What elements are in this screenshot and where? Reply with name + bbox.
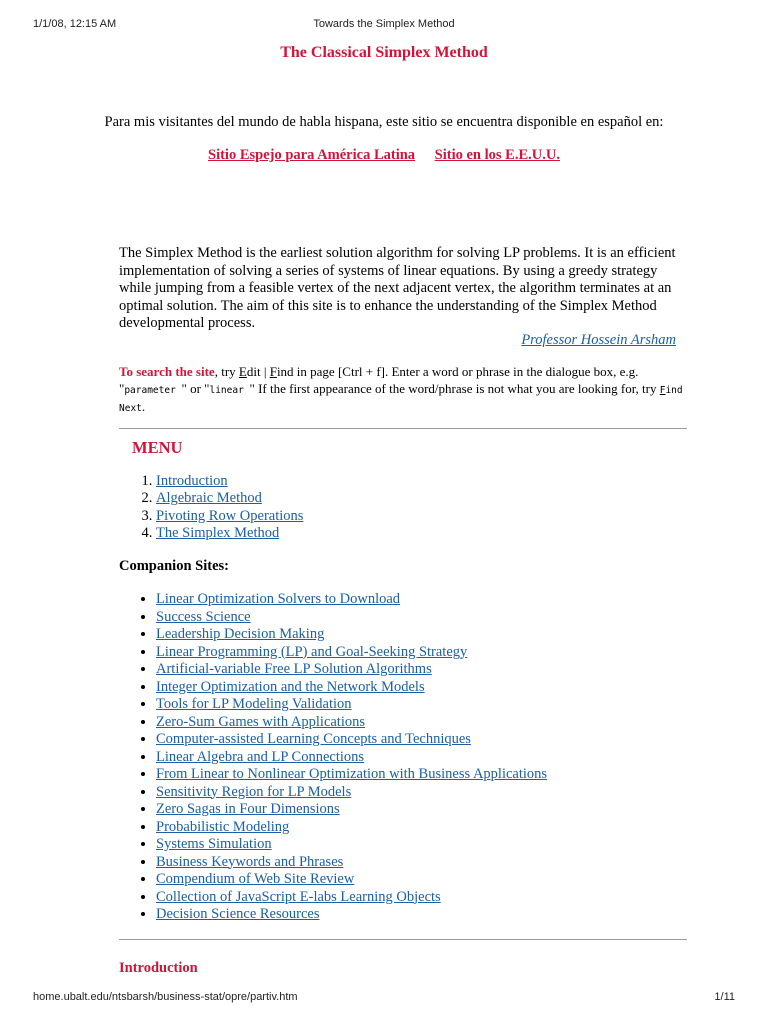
companion-link[interactable]: Probabilistic Modeling [156, 818, 290, 835]
companion-sites-list [119, 591, 716, 924]
menu-item [156, 508, 556, 525]
companion-link[interactable]: Collection of JavaScript E-labs Learning Objects [156, 888, 441, 905]
companion-link[interactable]: From Linear to Nonlinear Optimization with Business Applications [156, 766, 548, 782]
companion-link[interactable]: Zero-Sum Games with Applications [156, 713, 366, 730]
companion-link[interactable]: Linear Programming (LP) and Goal-Seeking Strategy [156, 643, 468, 660]
print-doc-title: Towards the Simplex Method [313, 18, 455, 30]
list-item [156, 731, 716, 749]
section-title-introduction: Introduction [119, 960, 198, 976]
find-next-text: ind Next [119, 384, 683, 414]
companion-link[interactable]: Success Science [156, 608, 251, 625]
list-item [156, 626, 716, 644]
author-byline [521, 332, 676, 349]
companion-link[interactable]: Zero Sagas in Four Dimensions [156, 801, 340, 817]
list-item [156, 644, 716, 662]
companion-link[interactable]: Leadership Decision Making [156, 626, 325, 642]
companion-link[interactable]: Computer-assisted Learning Concepts and Techniques [156, 731, 471, 747]
list-item [156, 889, 716, 907]
list-item [156, 591, 716, 609]
print-page-number: 1/11 [714, 991, 735, 1003]
menu-link-algebraic-method[interactable]: Algebraic Method [156, 490, 262, 507]
list-item [156, 871, 716, 889]
search-tip-text: dit [246, 364, 261, 379]
list-item [156, 661, 716, 679]
menu-link-introduction[interactable]: Introduction [156, 473, 228, 489]
list-item [156, 836, 716, 854]
search-tip-text: . [141, 399, 146, 414]
mirror-link-latin-america[interactable]: Sitio Espejo para América Latina [208, 147, 416, 163]
menu-item [156, 490, 556, 507]
search-tip-text: | [260, 364, 270, 379]
companion-link[interactable]: Linear Algebra and LP Connections [156, 748, 365, 765]
divider [119, 428, 687, 429]
author-link[interactable]: Professor Hossein Arsham [521, 332, 676, 348]
search-tip-text: " or " [181, 380, 210, 396]
list-item [156, 819, 716, 837]
search-tip-text: " If the first appearance of the word/phrase is not what you are looking for, try [249, 380, 660, 396]
companion-sites-title: Companion Sites: [119, 558, 229, 574]
print-url: home.ubalt.edu/ntsbarsh/business-stat/opre/partiv.htm [33, 991, 298, 1003]
list-item [156, 906, 716, 924]
companion-link[interactable]: Compendium of Web Site Review [156, 871, 355, 887]
list-item [156, 679, 716, 697]
page-title: The Classical Simplex Method [280, 44, 488, 61]
list-item [156, 714, 716, 732]
search-tip [119, 364, 689, 418]
companion-link[interactable]: Tools for LP Modeling Validation [156, 696, 352, 712]
menu-item [156, 525, 556, 542]
search-tip-text: ind in page [Ctrl + f]. Enter a word or phrase in the dialogue box, e.g. " [119, 364, 639, 396]
edit-accelerator: E [238, 364, 247, 379]
mirror-link-usa[interactable]: Sitio en los E.E.U.U. [434, 147, 560, 163]
companion-link[interactable]: Linear Optimization Solvers to Download [156, 591, 401, 607]
list-item [156, 766, 716, 784]
companion-link[interactable]: Sensitivity Region for LP Models [156, 783, 352, 800]
mirror-links [0, 147, 768, 164]
companion-link[interactable]: Decision Science Resources [156, 906, 320, 922]
menu-link-pivoting-row-operations[interactable]: Pivoting Row Operations [156, 507, 304, 524]
list-item [156, 784, 716, 802]
search-tip-lead: To search the site [119, 364, 215, 379]
example-term: parameter [124, 384, 182, 396]
list-item [156, 609, 716, 627]
search-tip-text: , try [214, 364, 239, 379]
print-footer [0, 991, 768, 1005]
find-next-accelerator: F [659, 384, 666, 396]
divider [119, 939, 687, 940]
companion-link[interactable]: Business Keywords and Phrases [156, 853, 344, 870]
companion-link[interactable]: Artificial-variable Free LP Solution Algorithms [156, 661, 432, 677]
menu-item [156, 473, 556, 490]
menu-title: MENU [132, 438, 183, 457]
companion-link[interactable]: Integer Optimization and the Network Models [156, 678, 425, 695]
find-accelerator: F [269, 364, 277, 379]
spanish-notice: Para mis visitantes del mundo de habla hispana, este sitio se encuentra disponible en español en: [104, 114, 664, 130]
intro-paragraph: The Simplex Method is the earliest solution algorithm for solving LP problems. It is an efficient implementation of solving a series of systems of linear equations. By using a greedy strategy while jumping from a feasible vertex of the next adjacent vertex, the algorithm terminates at an optimal solution. The aim of this site is to enhance the understanding of the Simplex Method developmental process. [119, 245, 676, 332]
companion-link[interactable]: Systems Simulation [156, 836, 272, 852]
menu-link-simplex-method[interactable]: The Simplex Method [156, 525, 280, 542]
menu-list [119, 473, 556, 543]
list-item [156, 696, 716, 714]
list-item [156, 854, 716, 872]
print-datetime: 1/1/08, 12:15 AM [33, 18, 117, 30]
list-item [156, 801, 716, 819]
print-header [0, 18, 768, 32]
example-term: linear [209, 384, 250, 396]
list-item [156, 749, 716, 767]
